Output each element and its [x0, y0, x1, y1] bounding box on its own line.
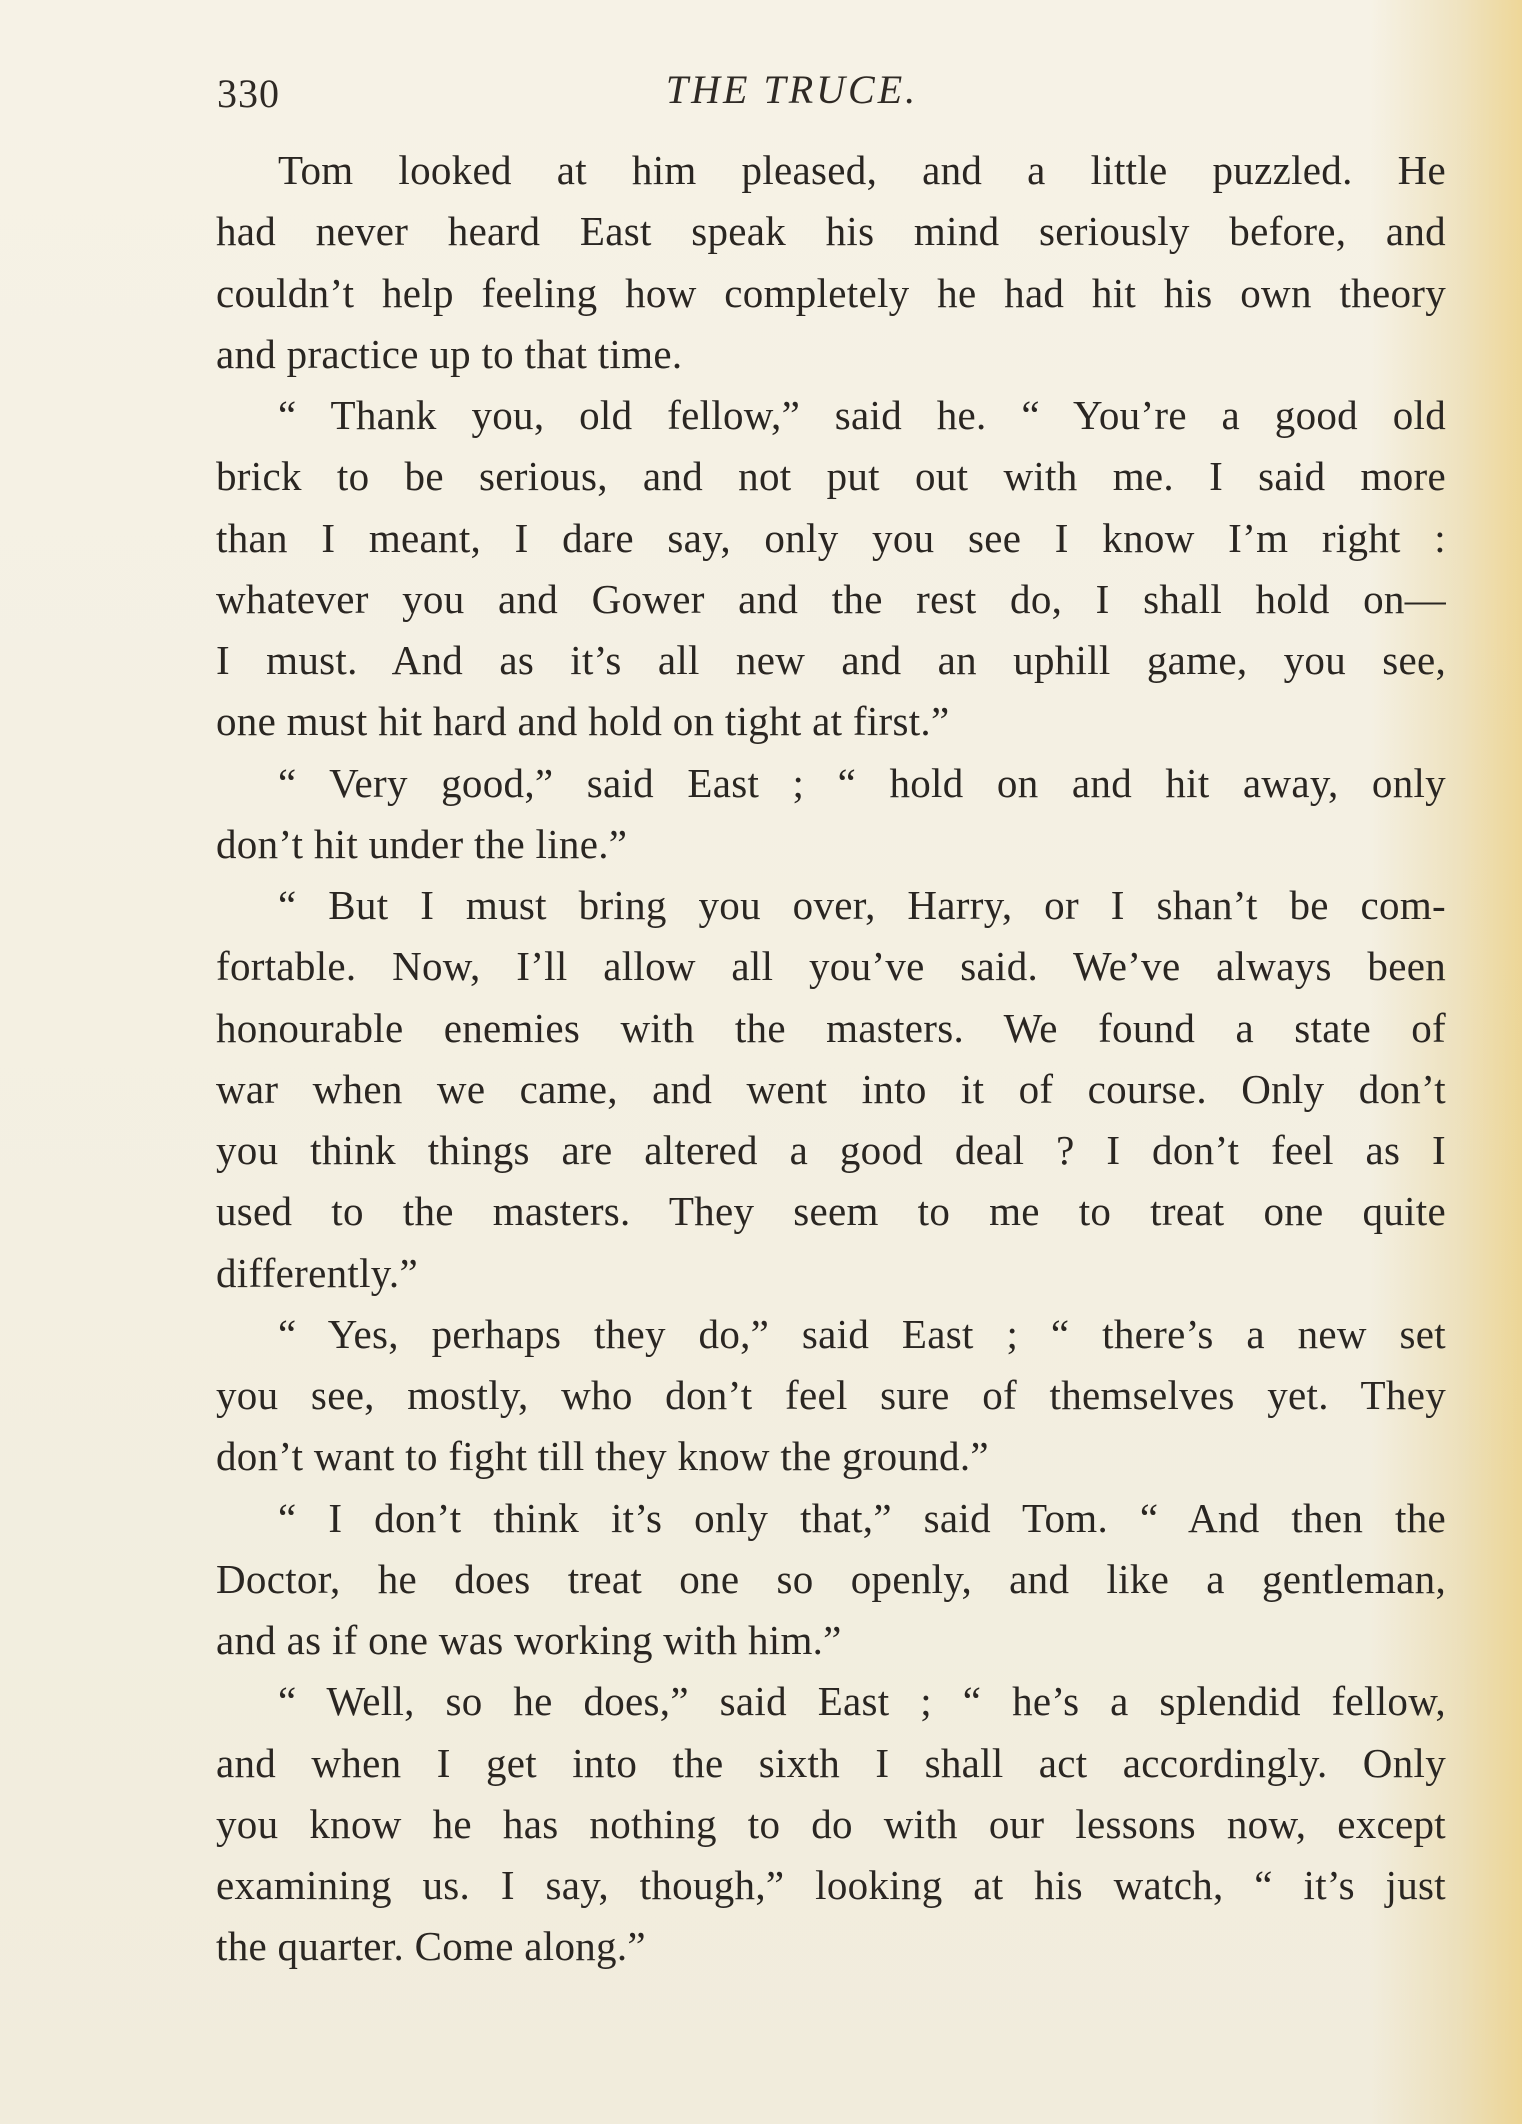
text-line: differently.” — [216, 1249, 418, 1296]
text-line: “ Thank you, old fellow,” said he. “ You’re a good old — [278, 392, 1446, 438]
text-line: used to the masters. They seem to me to treat one quite — [216, 1188, 1446, 1235]
text-line: than I meant, I dare say, only you see I know I’m right : — [216, 514, 1446, 561]
text-line: don’t hit under the line.” — [216, 820, 628, 867]
text-line: the quarter. Come along.” — [216, 1923, 646, 1970]
text-line: don’t want to fight till they know the ground.” — [216, 1433, 989, 1480]
text-line: you think things are altered a good deal ? I don’t feel as I — [216, 1127, 1446, 1173]
text-line: and practice up to that time. — [216, 330, 683, 377]
text-line: brick to be serious, and not put out with me. I said more — [216, 453, 1446, 500]
text-line: “ But I must bring you over, Harry, or I shan’t be com- — [278, 882, 1446, 928]
text-line: examining us. I say, though,” looking at his watch, “ it’s just — [216, 1862, 1446, 1908]
running-title: THE TRUCE. — [665, 67, 919, 112]
text-line: “ Well, so he does,” said East ; “ he’s a splendid fellow, — [278, 1678, 1446, 1725]
text-line: fortable. Now, I’ll allow all you’ve said. We’ve always been — [216, 943, 1446, 990]
text-line: I must. And as it’s all new and an uphill game, you see, — [216, 637, 1446, 683]
body-text — [216, 140, 1446, 1978]
page-header — [0, 62, 1522, 122]
text-line: you see, mostly, who don’t feel sure of themselves yet. They — [216, 1372, 1446, 1418]
text-line: and as if one was working with him.” — [216, 1617, 842, 1663]
text-line: “ I don’t think it’s only that,” said Tom. “ And then the — [278, 1494, 1446, 1541]
text-line: had never heard East speak his mind seriously before, and — [216, 208, 1446, 255]
text-line: Doctor, he does treat one so openly, and like a gentleman, — [216, 1555, 1446, 1602]
text-line: you know he has nothing to do with our lessons now, except — [216, 1800, 1446, 1847]
text-line: and when I get into the sixth I shall act accordingly. Only — [216, 1739, 1446, 1786]
text-line: “ Yes, perhaps they do,” said East ; “ there’s a new set — [278, 1310, 1446, 1357]
page-number: 330 — [217, 71, 280, 116]
text-line: “ Very good,” said East ; “ hold on and hit away, only — [278, 759, 1446, 806]
text-line: war when we came, and went into it of course. Only don’t — [216, 1065, 1446, 1112]
text-line: Tom looked at him pleased, and a little puzzled. He — [278, 147, 1446, 193]
text-line: whatever you and Gower and the rest do, I shall hold on— — [216, 575, 1446, 622]
text-line: one must hit hard and hold on tight at first.” — [216, 698, 950, 745]
text-line: couldn’t help feeling how completely he had hit his own theory — [216, 269, 1446, 316]
text-line: honourable enemies with the masters. We found a state of — [216, 1004, 1446, 1051]
